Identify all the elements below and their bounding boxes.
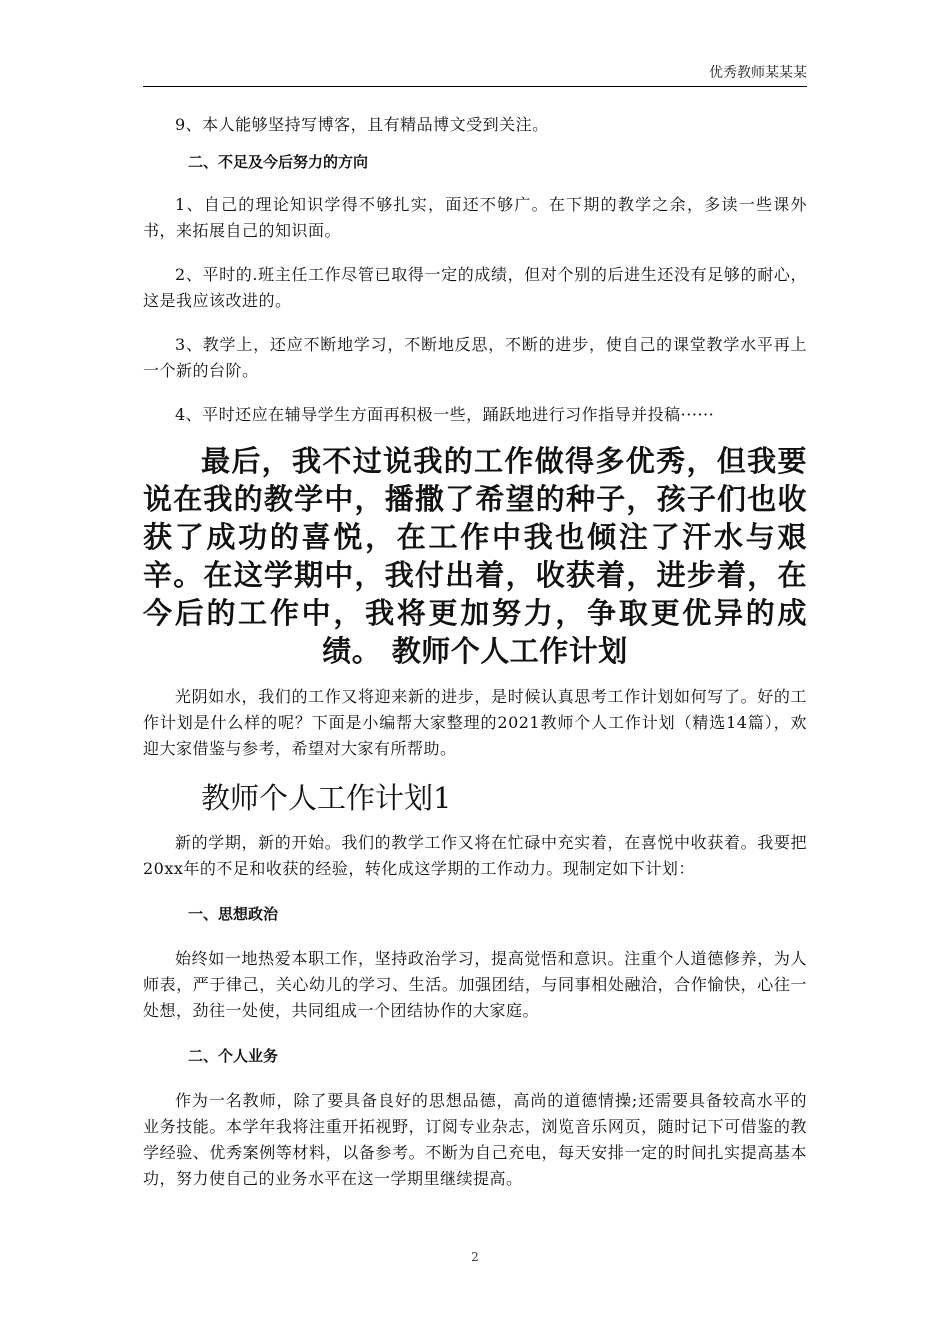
page-number: 2 — [471, 1250, 479, 1264]
point-1: 1、自己的理论知识学得不够扎实，面还不够广。在下期的教学之余，多读一些课外书，来拓展自己的知识面。 — [143, 195, 807, 240]
point-4: 4、平时还应在辅导学生方面再积极一些，踊跃地进行习作指导并投稿······ — [175, 405, 715, 424]
point-3: 3、教学上，还应不断地学习，不断地反思，不断的进步，使自己的课堂教学水平再上一个新的台阶。 — [143, 335, 807, 380]
plan-title: 教师个人工作计划1 — [201, 781, 452, 815]
document-body — [143, 112, 807, 1192]
plan-intro: 新的学期，新的开始。我们的教学工作又将在忙碌中充实着，在喜悦中收获着。我要把20xx年的不足和收获的经验，转化成这学期的工作动力。现制定如下计划： — [143, 833, 807, 878]
thought-text: 始终如一地热爱本职工作，坚持政治学习，提高觉悟和意识。注重个人道德修养，为人师表，严于律己，关心幼儿的学习、生活。加强团结，与同事相处融洽，合作愉快，心往一处想，劲往一处使，共同组成一个团结协作的大家庭。 — [143, 949, 807, 1020]
page-header — [143, 62, 807, 87]
heading-thought: 一、思想政治 — [188, 905, 279, 923]
heading-shortcomings: 二、不足及今后努力的方向 — [188, 153, 369, 171]
intro-paragraph: 光阴如水，我们的工作又将迎来新的进步，是时候认真思考工作计划如何写了。好的工作计划是什么样的呢？下面是小编帮大家整理的2021教师个人工作计划（精选14篇），欢迎大家借鉴与参考，希望对大家有所帮助。 — [143, 687, 807, 758]
item-9: 9、本人能够坚持写博客，且有精品博文受到关注。 — [175, 115, 549, 134]
header-text: 优秀教师某某某 — [709, 65, 807, 81]
business-text: 作为一名教师，除了要具备良好的思想品德，高尚的道德情操;还需要具备较高水平的业务技能。本学年我将注重开拓视野，订阅专业杂志，浏览音乐网页，随时记下可借鉴的教学经验、优秀案例等材料，以备参考。不断为自己充电，每天安排一定的时间扎实提高基本功，努力使自己的业务水平在这一学期里继续提高。 — [143, 1091, 807, 1188]
heading-business: 二、个人业务 — [188, 1047, 279, 1065]
closing-statement: 最后，我不过说我的工作做得多优秀，但我要说在我的教学中，播撒了希望的种子，孩子们也收获了成功的喜悦，在工作中我也倾注了汗水与艰辛。在这学期中，我付出着，收获着，进步着，在今后的工作中，我将更加努力，争取更优异的成绩。 教师个人工作计划 — [143, 444, 807, 668]
point-2: 2、平时的.班主任工作尽管已取得一定的成绩，但对个别的后进生还没有足够的耐心，这是我应该改进的。 — [143, 265, 807, 310]
